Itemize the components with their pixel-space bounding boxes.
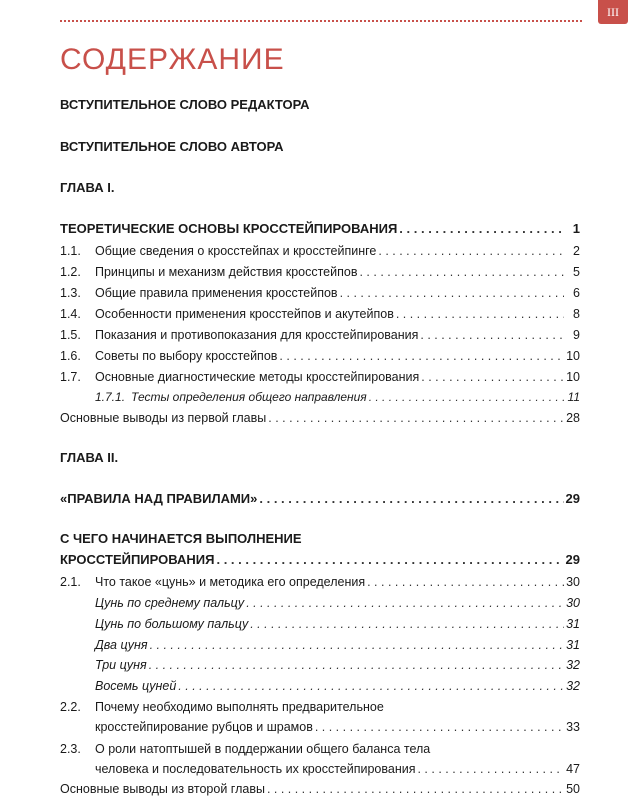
toc-page-number: 8 [573,307,580,321]
toc-entry-text: Основные диагностические методы кросстейпирования [95,370,420,384]
dot-leader [378,242,564,260]
dot-leader [369,388,564,406]
toc-entry-text: человека и последовательность их кросстейпирования [95,762,416,776]
toc-entry-text: Цунь по среднему пальцу [95,596,245,610]
toc-entry-text: Принципы и механизм действия кросстейпов [95,265,358,279]
toc-entry-text: Основные выводы из первой главы [60,411,267,425]
toc-page-number: 47 [566,762,580,776]
toc-author-foreword[interactable]: ВСТУПИТЕЛЬНОЕ СЛОВО АВТОРА [60,139,284,154]
toc-section-heading-line1[interactable]: С ЧЕГО НАЧИНАЕТСЯ ВЫПОЛНЕНИЕ [60,531,302,546]
toc-entry-text: Тесты определения общего направления [131,390,367,404]
toc-page-number: 2 [573,244,580,258]
toc-entry-text: Цунь по большому пальцу [95,617,249,631]
dot-leader [420,326,564,344]
toc-page-number: 6 [573,286,580,300]
toc-item-number: 1.6. [60,349,81,363]
toc-entry-text: Советы по выбору кросстейпов [95,349,278,363]
toc-item-number: 1.7. [60,370,81,384]
toc-entry-text: Почему необходимо выполнять предварительное [95,700,384,714]
toc-item-number: 1.2. [60,265,81,279]
toc-entry-text: Общие сведения о кросстейпах и кросстейпинге [95,244,377,258]
top-dotted-rule [60,20,582,22]
toc-item-number: 1.7.1. [95,390,126,404]
toc-item-1-7[interactable] [60,368,580,386]
toc-entry-text: КРОССТЕЙПИРОВАНИЯ [60,552,215,567]
toc-item-2-1[interactable] [60,573,580,591]
toc-page-number: 11 [567,390,580,404]
toc-item-number: 1.4. [60,307,81,321]
toc-entry-text: ТЕОРЕТИЧЕСКИЕ ОСНОВЫ КРОССТЕЙПИРОВАНИЯ [60,221,398,236]
toc-entry-text: Показания и противопоказания для кросстейпирования [95,328,419,342]
toc-page-number: 29 [565,491,580,506]
toc-page-number: 30 [566,596,580,610]
dot-leader [149,656,564,674]
toc-page-number: 32 [566,658,580,672]
toc-entry-text: О роли натоптышей в поддержании общего баланса тела [95,742,431,756]
toc-item-2-3-line1[interactable] [60,740,580,758]
dot-leader [216,551,563,569]
toc-page-number: 50 [566,782,580,796]
toc-page-number: 5 [573,265,580,279]
toc-page-number: 10 [566,370,580,384]
toc-subitem[interactable] [60,636,580,654]
toc-page-number: 1 [572,221,580,236]
toc-page-number: 29 [565,552,580,567]
toc-editor-foreword[interactable]: ВСТУПИТЕЛЬНОЕ СЛОВО РЕДАКТОРА [60,97,310,112]
dot-leader [150,636,564,654]
toc-subitem[interactable] [60,594,580,612]
dot-leader [421,368,564,386]
page-title: СОДЕРЖАНИЕ [60,43,285,76]
toc-entry-text: кросстейпирование рубцов и шрамов [95,720,313,734]
toc-item-1-1[interactable] [60,242,580,260]
toc-subitem[interactable] [60,677,580,695]
page-number-badge: III [598,0,628,24]
dot-leader [178,677,564,695]
toc-subitem[interactable] [60,615,580,633]
toc-chapter-1-heading[interactable] [60,220,580,238]
toc-item-1-3[interactable] [60,284,580,302]
dot-leader [267,780,564,798]
dot-leader [367,573,564,591]
toc-section-heading[interactable] [60,551,580,569]
toc-entry-text: Особенности применения кросстейпов и акутейпов [95,307,394,321]
toc-item-number: 2.1. [60,575,81,589]
toc-item-number: 2.2. [60,700,81,714]
toc-item-number: 1.5. [60,328,81,342]
toc-item-1-6[interactable] [60,347,580,365]
toc-chapter-2-heading[interactable] [60,490,580,508]
toc-page-number: 10 [566,349,580,363]
toc-entry-text: Что такое «цунь» и методика его определения [95,575,366,589]
toc-item-1-7-1[interactable] [60,388,580,406]
toc-page-number: 30 [566,575,580,589]
dot-leader [259,490,563,508]
dot-leader [268,409,564,427]
toc-item-1-2[interactable] [60,263,580,281]
dot-leader [399,220,564,238]
toc-item-2-2-line1[interactable] [60,698,580,716]
toc-chapter-1-summary[interactable] [60,409,580,427]
toc-entry-text: Основные выводы из второй главы [60,782,265,796]
toc-page-number: 33 [566,720,580,734]
toc-item-number: 1.1. [60,244,81,258]
toc-page-number: 9 [573,328,580,342]
toc-page-number: 31 [566,638,580,652]
toc-page-number: 32 [566,679,580,693]
toc-entry-text: «ПРАВИЛА НАД ПРАВИЛАМИ» [60,491,258,506]
toc-entry-text: Три цуня [95,658,147,672]
dot-leader [279,347,564,365]
dot-leader [246,594,564,612]
dot-leader [417,760,564,778]
dot-leader [250,615,564,633]
toc-item-2-3-line2[interactable] [60,760,580,778]
dot-leader [396,305,564,323]
toc-item-number: 2.3. [60,742,81,756]
toc-page-number: 28 [566,411,580,425]
toc-entry-text: Два цуня [95,638,148,652]
toc-item-number: 1.3. [60,286,81,300]
chapter-2-label: ГЛАВА II. [60,450,119,465]
toc-entry-text: Восемь цуней [95,679,177,693]
toc-item-2-2-line2[interactable] [60,718,580,736]
toc-item-1-4[interactable] [60,305,580,323]
toc-item-1-5[interactable] [60,326,580,344]
toc-page-number: 31 [566,617,580,631]
dot-leader [340,284,564,302]
toc-chapter-2-summary[interactable] [60,780,580,798]
dot-leader [359,263,564,281]
toc-entry-text: Общие правила применения кросстейпов [95,286,338,300]
chapter-1-label: ГЛАВА I. [60,180,115,195]
toc-subitem[interactable] [60,656,580,674]
dot-leader [315,718,564,736]
